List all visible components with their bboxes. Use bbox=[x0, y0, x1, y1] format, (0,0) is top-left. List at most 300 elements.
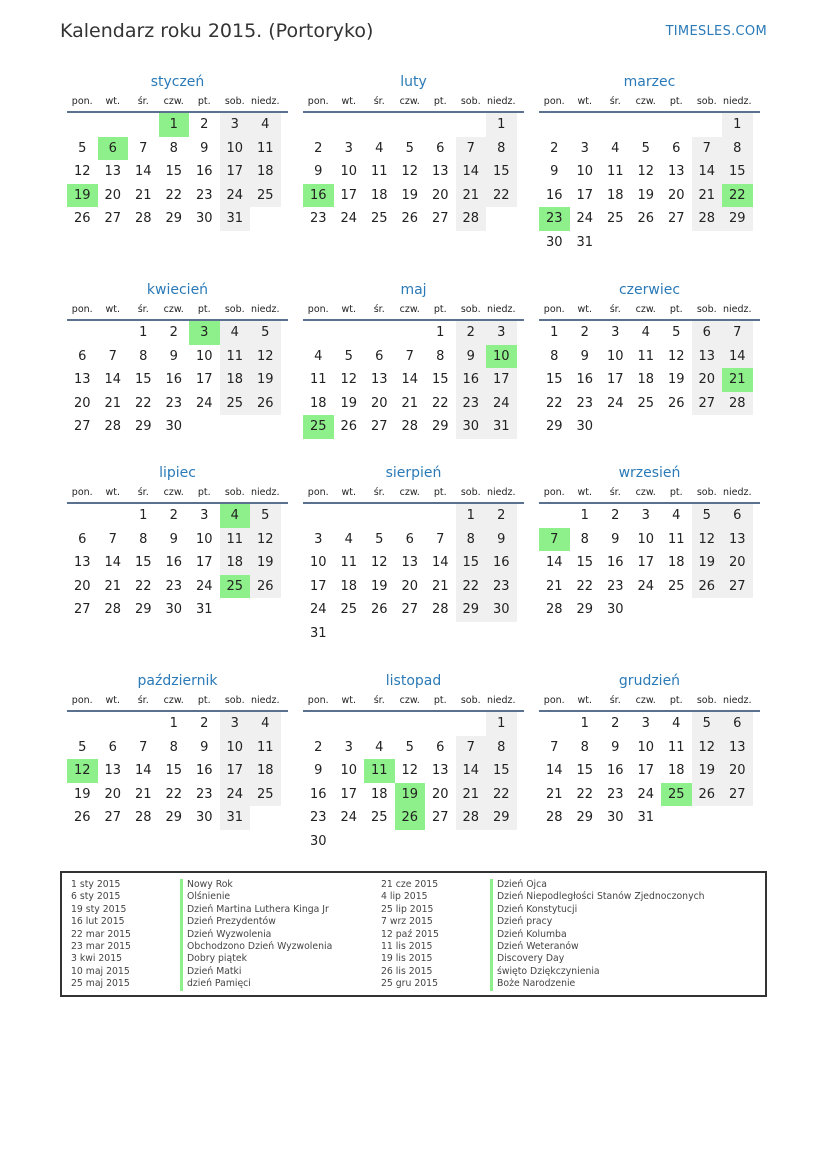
day-cell[interactable]: 26 bbox=[73, 810, 91, 825]
day-cell[interactable]: 7 bbox=[405, 348, 414, 364]
day-cell[interactable]: 12 bbox=[73, 164, 91, 179]
day-cell[interactable]: 15 bbox=[456, 551, 487, 575]
day-cell[interactable]: 30 bbox=[486, 598, 517, 622]
day-cell[interactable]: 8 bbox=[580, 531, 589, 547]
day-cell[interactable]: 13 bbox=[667, 164, 685, 179]
day-cell[interactable]: 15 bbox=[431, 372, 449, 387]
day-cell[interactable]: 24 bbox=[606, 395, 624, 411]
day-cell[interactable]: 2 bbox=[486, 504, 517, 528]
day-cell[interactable]: 13 bbox=[104, 164, 122, 179]
day-cell[interactable]: 20 bbox=[692, 368, 723, 392]
day-cell[interactable]: 8 bbox=[436, 348, 445, 364]
day-cell[interactable]: 26 bbox=[250, 392, 281, 416]
day-cell[interactable]: 27 bbox=[431, 810, 449, 825]
day-cell[interactable]: 17 bbox=[576, 187, 594, 203]
day-cell[interactable]: 8 bbox=[486, 137, 517, 161]
day-cell[interactable]: 22 bbox=[134, 578, 152, 594]
day-cell[interactable]: 24 bbox=[195, 578, 213, 594]
holiday-day-cell[interactable]: 10 bbox=[486, 345, 517, 369]
day-cell[interactable]: 22 bbox=[486, 184, 517, 208]
day-cell[interactable]: 8 bbox=[550, 348, 559, 364]
day-cell[interactable]: 28 bbox=[722, 392, 753, 416]
day-cell[interactable]: 26 bbox=[250, 575, 281, 599]
day-cell[interactable]: 16 bbox=[165, 372, 183, 387]
day-cell[interactable]: 1 bbox=[580, 508, 589, 523]
day-cell[interactable]: 11 bbox=[667, 739, 685, 755]
day-cell[interactable]: 29 bbox=[431, 419, 449, 434]
day-cell[interactable]: 26 bbox=[692, 575, 723, 599]
day-cell[interactable]: 2 bbox=[314, 140, 323, 156]
day-cell[interactable]: 16 bbox=[456, 368, 487, 392]
day-cell[interactable]: 16 bbox=[165, 555, 183, 570]
day-cell[interactable]: 4 bbox=[314, 348, 323, 364]
day-cell[interactable]: 6 bbox=[78, 531, 87, 547]
day-cell[interactable]: 10 bbox=[220, 137, 251, 161]
day-cell[interactable]: 24 bbox=[220, 184, 251, 208]
day-cell[interactable]: 11 bbox=[250, 137, 281, 161]
day-cell[interactable]: 25 bbox=[250, 783, 281, 807]
day-cell[interactable]: 30 bbox=[576, 419, 594, 434]
day-cell[interactable]: 6 bbox=[692, 321, 723, 345]
day-cell[interactable]: 9 bbox=[550, 164, 559, 179]
day-cell[interactable]: 8 bbox=[456, 528, 487, 552]
day-cell[interactable]: 10 bbox=[637, 739, 655, 755]
day-cell[interactable]: 28 bbox=[692, 207, 723, 231]
day-cell[interactable]: 3 bbox=[314, 531, 323, 547]
day-cell[interactable]: 9 bbox=[169, 531, 178, 547]
day-cell[interactable]: 8 bbox=[722, 137, 753, 161]
day-cell[interactable]: 1 bbox=[486, 712, 517, 736]
day-cell[interactable]: 13 bbox=[401, 555, 419, 570]
day-cell[interactable]: 13 bbox=[104, 763, 122, 778]
day-cell[interactable]: 10 bbox=[576, 164, 594, 179]
day-cell[interactable]: 7 bbox=[456, 137, 487, 161]
day-cell[interactable]: 26 bbox=[637, 211, 655, 226]
day-cell[interactable]: 14 bbox=[134, 164, 152, 179]
day-cell[interactable]: 13 bbox=[370, 372, 388, 387]
day-cell[interactable]: 28 bbox=[401, 419, 419, 434]
day-cell[interactable]: 20 bbox=[722, 759, 753, 783]
day-cell[interactable]: 28 bbox=[456, 806, 487, 830]
day-cell[interactable]: 10 bbox=[309, 555, 327, 570]
day-cell[interactable]: 1 bbox=[722, 113, 753, 137]
day-cell[interactable]: 11 bbox=[220, 345, 251, 369]
day-cell[interactable]: 25 bbox=[370, 211, 388, 226]
day-cell[interactable]: 9 bbox=[611, 531, 620, 547]
day-cell[interactable]: 31 bbox=[486, 415, 517, 439]
day-cell[interactable]: 3 bbox=[220, 113, 251, 137]
day-cell[interactable]: 15 bbox=[722, 160, 753, 184]
day-cell[interactable]: 29 bbox=[165, 211, 183, 226]
holiday-day-cell[interactable]: 25 bbox=[303, 415, 334, 439]
day-cell[interactable]: 10 bbox=[220, 736, 251, 760]
day-cell[interactable]: 8 bbox=[169, 739, 178, 755]
day-cell[interactable]: 17 bbox=[340, 786, 358, 802]
day-cell[interactable]: 4 bbox=[250, 712, 281, 736]
day-cell[interactable]: 14 bbox=[104, 555, 122, 570]
day-cell[interactable]: 2 bbox=[580, 325, 589, 340]
day-cell[interactable]: 21 bbox=[401, 395, 419, 411]
day-cell[interactable]: 11 bbox=[309, 372, 327, 387]
day-cell[interactable]: 19 bbox=[401, 187, 419, 203]
day-cell[interactable]: 15 bbox=[545, 372, 563, 387]
day-cell[interactable]: 3 bbox=[580, 140, 589, 156]
day-cell[interactable]: 13 bbox=[722, 528, 753, 552]
day-cell[interactable]: 11 bbox=[370, 164, 388, 179]
day-cell[interactable]: 3 bbox=[641, 508, 650, 523]
day-cell[interactable]: 20 bbox=[667, 187, 685, 203]
day-cell[interactable]: 12 bbox=[250, 345, 281, 369]
day-cell[interactable]: 11 bbox=[667, 531, 685, 547]
day-cell[interactable]: 15 bbox=[486, 759, 517, 783]
day-cell[interactable]: 4 bbox=[250, 113, 281, 137]
holiday-day-cell[interactable]: 23 bbox=[539, 207, 570, 231]
holiday-day-cell[interactable]: 19 bbox=[395, 783, 426, 807]
day-cell[interactable]: 1 bbox=[436, 325, 445, 340]
day-cell[interactable]: 16 bbox=[195, 763, 213, 778]
day-cell[interactable]: 18 bbox=[220, 368, 251, 392]
day-cell[interactable]: 22 bbox=[165, 187, 183, 203]
day-cell[interactable]: 10 bbox=[195, 531, 213, 547]
day-cell[interactable]: 30 bbox=[456, 415, 487, 439]
day-cell[interactable]: 5 bbox=[250, 321, 281, 345]
day-cell[interactable]: 18 bbox=[606, 187, 624, 203]
day-cell[interactable]: 24 bbox=[637, 786, 655, 802]
day-cell[interactable]: 17 bbox=[195, 555, 213, 570]
day-cell[interactable]: 14 bbox=[431, 555, 449, 570]
day-cell[interactable]: 11 bbox=[250, 736, 281, 760]
day-cell[interactable]: 1 bbox=[550, 325, 559, 340]
day-cell[interactable]: 23 bbox=[165, 578, 183, 594]
day-cell[interactable]: 27 bbox=[401, 602, 419, 617]
day-cell[interactable]: 12 bbox=[667, 348, 685, 364]
day-cell[interactable]: 4 bbox=[375, 739, 384, 755]
day-cell[interactable]: 5 bbox=[641, 140, 650, 156]
day-cell[interactable]: 17 bbox=[637, 555, 655, 570]
day-cell[interactable]: 20 bbox=[431, 786, 449, 802]
day-cell[interactable]: 5 bbox=[78, 140, 87, 156]
holiday-day-cell[interactable]: 3 bbox=[189, 321, 220, 345]
holiday-day-cell[interactable]: 25 bbox=[220, 575, 251, 599]
day-cell[interactable]: 12 bbox=[401, 164, 419, 179]
day-cell[interactable]: 5 bbox=[344, 348, 353, 364]
day-cell[interactable]: 23 bbox=[606, 578, 624, 594]
holiday-day-cell[interactable]: 26 bbox=[395, 806, 426, 830]
day-cell[interactable]: 2 bbox=[611, 716, 620, 731]
day-cell[interactable]: 28 bbox=[104, 602, 122, 617]
day-cell[interactable]: 2 bbox=[550, 140, 559, 156]
day-cell[interactable]: 18 bbox=[340, 578, 358, 594]
day-cell[interactable]: 30 bbox=[165, 419, 183, 434]
day-cell[interactable]: 9 bbox=[314, 164, 323, 179]
day-cell[interactable]: 5 bbox=[692, 712, 723, 736]
day-cell[interactable]: 17 bbox=[486, 368, 517, 392]
day-cell[interactable]: 2 bbox=[314, 739, 323, 755]
day-cell[interactable]: 2 bbox=[200, 716, 209, 731]
day-cell[interactable]: 13 bbox=[431, 164, 449, 179]
day-cell[interactable]: 30 bbox=[545, 234, 563, 250]
day-cell[interactable]: 1 bbox=[580, 716, 589, 731]
day-cell[interactable]: 7 bbox=[436, 531, 445, 547]
day-cell[interactable]: 28 bbox=[456, 207, 487, 231]
day-cell[interactable]: 6 bbox=[722, 504, 753, 528]
day-cell[interactable]: 3 bbox=[641, 716, 650, 731]
day-cell[interactable]: 24 bbox=[309, 602, 327, 617]
day-cell[interactable]: 19 bbox=[340, 395, 358, 411]
day-cell[interactable]: 16 bbox=[309, 786, 327, 802]
day-cell[interactable]: 18 bbox=[667, 555, 685, 570]
day-cell[interactable]: 1 bbox=[139, 325, 148, 340]
day-cell[interactable]: 20 bbox=[401, 578, 419, 594]
day-cell[interactable]: 20 bbox=[73, 395, 91, 411]
day-cell[interactable]: 18 bbox=[667, 763, 685, 778]
day-cell[interactable]: 14 bbox=[134, 763, 152, 778]
day-cell[interactable]: 16 bbox=[606, 555, 624, 570]
day-cell[interactable]: 17 bbox=[340, 187, 358, 203]
day-cell[interactable]: 23 bbox=[576, 395, 594, 411]
day-cell[interactable]: 17 bbox=[220, 160, 251, 184]
day-cell[interactable]: 24 bbox=[340, 211, 358, 226]
day-cell[interactable]: 7 bbox=[108, 348, 117, 364]
day-cell[interactable]: 15 bbox=[576, 763, 594, 778]
day-cell[interactable]: 31 bbox=[220, 806, 251, 830]
day-cell[interactable]: 22 bbox=[486, 783, 517, 807]
day-cell[interactable]: 30 bbox=[165, 602, 183, 617]
day-cell[interactable]: 5 bbox=[78, 739, 87, 755]
day-cell[interactable]: 26 bbox=[73, 211, 91, 226]
day-cell[interactable]: 15 bbox=[134, 372, 152, 387]
day-cell[interactable]: 15 bbox=[486, 160, 517, 184]
day-cell[interactable]: 8 bbox=[139, 531, 148, 547]
day-cell[interactable]: 17 bbox=[637, 763, 655, 778]
day-cell[interactable]: 9 bbox=[456, 345, 487, 369]
day-cell[interactable]: 20 bbox=[73, 578, 91, 594]
day-cell[interactable]: 6 bbox=[375, 348, 384, 364]
day-cell[interactable]: 17 bbox=[606, 372, 624, 387]
day-cell[interactable]: 27 bbox=[104, 211, 122, 226]
day-cell[interactable]: 17 bbox=[309, 578, 327, 594]
day-cell[interactable]: 29 bbox=[456, 598, 487, 622]
day-cell[interactable]: 21 bbox=[456, 184, 487, 208]
day-cell[interactable]: 25 bbox=[220, 392, 251, 416]
day-cell[interactable]: 22 bbox=[134, 395, 152, 411]
day-cell[interactable]: 28 bbox=[104, 419, 122, 434]
day-cell[interactable]: 7 bbox=[722, 321, 753, 345]
day-cell[interactable]: 26 bbox=[692, 783, 723, 807]
day-cell[interactable]: 5 bbox=[405, 140, 414, 156]
day-cell[interactable]: 14 bbox=[545, 555, 563, 570]
day-cell[interactable]: 25 bbox=[340, 602, 358, 617]
day-cell[interactable]: 12 bbox=[637, 164, 655, 179]
day-cell[interactable]: 14 bbox=[104, 372, 122, 387]
day-cell[interactable]: 25 bbox=[637, 395, 655, 411]
day-cell[interactable]: 4 bbox=[220, 321, 251, 345]
day-cell[interactable]: 17 bbox=[195, 372, 213, 387]
day-cell[interactable]: 5 bbox=[692, 504, 723, 528]
day-cell[interactable]: 10 bbox=[340, 164, 358, 179]
day-cell[interactable]: 18 bbox=[637, 372, 655, 387]
day-cell[interactable]: 27 bbox=[722, 783, 753, 807]
holiday-day-cell[interactable]: 7 bbox=[539, 528, 570, 552]
day-cell[interactable]: 21 bbox=[545, 786, 563, 802]
day-cell[interactable]: 20 bbox=[104, 786, 122, 802]
day-cell[interactable]: 24 bbox=[637, 578, 655, 594]
day-cell[interactable]: 21 bbox=[692, 184, 723, 208]
day-cell[interactable]: 26 bbox=[401, 211, 419, 226]
day-cell[interactable]: 6 bbox=[436, 140, 445, 156]
day-cell[interactable]: 21 bbox=[104, 395, 122, 411]
day-cell[interactable]: 21 bbox=[456, 783, 487, 807]
day-cell[interactable]: 29 bbox=[134, 602, 152, 617]
day-cell[interactable]: 8 bbox=[139, 348, 148, 364]
day-cell[interactable]: 19 bbox=[370, 578, 388, 594]
day-cell[interactable]: 18 bbox=[220, 551, 251, 575]
day-cell[interactable]: 20 bbox=[104, 187, 122, 203]
day-cell[interactable]: 22 bbox=[576, 786, 594, 802]
day-cell[interactable]: 10 bbox=[606, 348, 624, 364]
day-cell[interactable]: 20 bbox=[370, 395, 388, 411]
day-cell[interactable]: 4 bbox=[641, 325, 650, 340]
day-cell[interactable]: 30 bbox=[606, 810, 624, 825]
day-cell[interactable]: 6 bbox=[108, 739, 117, 755]
day-cell[interactable]: 24 bbox=[486, 392, 517, 416]
day-cell[interactable]: 19 bbox=[250, 368, 281, 392]
day-cell[interactable]: 29 bbox=[486, 806, 517, 830]
day-cell[interactable]: 27 bbox=[431, 211, 449, 226]
day-cell[interactable]: 2 bbox=[169, 325, 178, 340]
day-cell[interactable]: 12 bbox=[370, 555, 388, 570]
day-cell[interactable]: 13 bbox=[73, 372, 91, 387]
day-cell[interactable]: 16 bbox=[545, 187, 563, 203]
day-cell[interactable]: 13 bbox=[431, 763, 449, 778]
day-cell[interactable]: 7 bbox=[139, 140, 148, 156]
day-cell[interactable]: 1 bbox=[486, 113, 517, 137]
day-cell[interactable]: 10 bbox=[637, 531, 655, 547]
day-cell[interactable]: 6 bbox=[78, 348, 87, 364]
day-cell[interactable]: 21 bbox=[431, 578, 449, 594]
day-cell[interactable]: 14 bbox=[456, 160, 487, 184]
day-cell[interactable]: 9 bbox=[200, 140, 209, 156]
day-cell[interactable]: 19 bbox=[692, 551, 723, 575]
day-cell[interactable]: 3 bbox=[344, 739, 353, 755]
day-cell[interactable]: 15 bbox=[165, 763, 183, 778]
day-cell[interactable]: 28 bbox=[134, 211, 152, 226]
day-cell[interactable]: 30 bbox=[606, 602, 624, 617]
day-cell[interactable]: 15 bbox=[165, 164, 183, 179]
day-cell[interactable]: 20 bbox=[431, 187, 449, 203]
day-cell[interactable]: 22 bbox=[165, 786, 183, 802]
day-cell[interactable]: 18 bbox=[250, 759, 281, 783]
day-cell[interactable]: 31 bbox=[576, 234, 594, 250]
holiday-day-cell[interactable]: 4 bbox=[220, 504, 251, 528]
day-cell[interactable]: 19 bbox=[73, 786, 91, 802]
day-cell[interactable]: 28 bbox=[545, 810, 563, 825]
day-cell[interactable]: 18 bbox=[370, 786, 388, 802]
day-cell[interactable]: 2 bbox=[200, 117, 209, 132]
day-cell[interactable]: 31 bbox=[220, 207, 251, 231]
holiday-day-cell[interactable]: 19 bbox=[67, 184, 98, 208]
day-cell[interactable]: 19 bbox=[667, 372, 685, 387]
day-cell[interactable]: 14 bbox=[545, 763, 563, 778]
day-cell[interactable]: 13 bbox=[73, 555, 91, 570]
day-cell[interactable]: 23 bbox=[309, 810, 327, 825]
day-cell[interactable]: 5 bbox=[250, 504, 281, 528]
day-cell[interactable]: 9 bbox=[200, 739, 209, 755]
day-cell[interactable]: 2 bbox=[169, 508, 178, 523]
day-cell[interactable]: 5 bbox=[672, 325, 681, 340]
day-cell[interactable]: 26 bbox=[370, 602, 388, 617]
day-cell[interactable]: 27 bbox=[722, 575, 753, 599]
day-cell[interactable]: 16 bbox=[195, 164, 213, 179]
day-cell[interactable]: 7 bbox=[692, 137, 723, 161]
day-cell[interactable]: 7 bbox=[108, 531, 117, 547]
day-cell[interactable]: 6 bbox=[672, 140, 681, 156]
day-cell[interactable]: 22 bbox=[431, 395, 449, 411]
holiday-day-cell[interactable]: 21 bbox=[722, 368, 753, 392]
day-cell[interactable]: 14 bbox=[692, 160, 723, 184]
day-cell[interactable]: 21 bbox=[134, 187, 152, 203]
day-cell[interactable]: 3 bbox=[200, 508, 209, 523]
day-cell[interactable]: 9 bbox=[314, 763, 323, 778]
day-cell[interactable]: 25 bbox=[250, 184, 281, 208]
day-cell[interactable]: 22 bbox=[576, 578, 594, 594]
day-cell[interactable]: 11 bbox=[637, 348, 655, 364]
day-cell[interactable]: 7 bbox=[456, 736, 487, 760]
day-cell[interactable]: 3 bbox=[344, 140, 353, 156]
holiday-day-cell[interactable]: 22 bbox=[722, 184, 753, 208]
day-cell[interactable]: 27 bbox=[73, 419, 91, 434]
day-cell[interactable]: 24 bbox=[195, 395, 213, 411]
day-cell[interactable]: 17 bbox=[220, 759, 251, 783]
day-cell[interactable]: 8 bbox=[580, 739, 589, 755]
day-cell[interactable]: 3 bbox=[486, 321, 517, 345]
day-cell[interactable]: 6 bbox=[722, 712, 753, 736]
day-cell[interactable]: 2 bbox=[611, 508, 620, 523]
day-cell[interactable]: 12 bbox=[401, 763, 419, 778]
day-cell[interactable]: 3 bbox=[220, 712, 251, 736]
day-cell[interactable]: 23 bbox=[165, 395, 183, 411]
day-cell[interactable]: 16 bbox=[576, 372, 594, 387]
day-cell[interactable]: 29 bbox=[576, 602, 594, 617]
holiday-day-cell[interactable]: 6 bbox=[98, 137, 129, 161]
day-cell[interactable]: 16 bbox=[486, 551, 517, 575]
day-cell[interactable]: 27 bbox=[73, 602, 91, 617]
day-cell[interactable]: 12 bbox=[250, 528, 281, 552]
day-cell[interactable]: 12 bbox=[340, 372, 358, 387]
day-cell[interactable]: 18 bbox=[309, 395, 327, 411]
day-cell[interactable]: 23 bbox=[309, 211, 327, 226]
day-cell[interactable]: 23 bbox=[195, 786, 213, 802]
day-cell[interactable]: 1 bbox=[169, 716, 178, 731]
day-cell[interactable]: 9 bbox=[580, 348, 589, 364]
day-cell[interactable]: 13 bbox=[692, 345, 723, 369]
day-cell[interactable]: 4 bbox=[611, 140, 620, 156]
day-cell[interactable]: 29 bbox=[545, 419, 563, 434]
day-cell[interactable]: 31 bbox=[309, 625, 327, 641]
day-cell[interactable]: 24 bbox=[340, 810, 358, 825]
day-cell[interactable]: 27 bbox=[692, 392, 723, 416]
day-cell[interactable]: 23 bbox=[606, 786, 624, 802]
day-cell[interactable]: 26 bbox=[667, 395, 685, 411]
holiday-day-cell[interactable]: 1 bbox=[159, 113, 190, 137]
day-cell[interactable]: 25 bbox=[667, 578, 685, 594]
day-cell[interactable]: 25 bbox=[370, 810, 388, 825]
day-cell[interactable]: 28 bbox=[431, 602, 449, 617]
day-cell[interactable]: 29 bbox=[722, 207, 753, 231]
day-cell[interactable]: 4 bbox=[375, 140, 384, 156]
day-cell[interactable]: 19 bbox=[637, 187, 655, 203]
day-cell[interactable]: 23 bbox=[456, 392, 487, 416]
